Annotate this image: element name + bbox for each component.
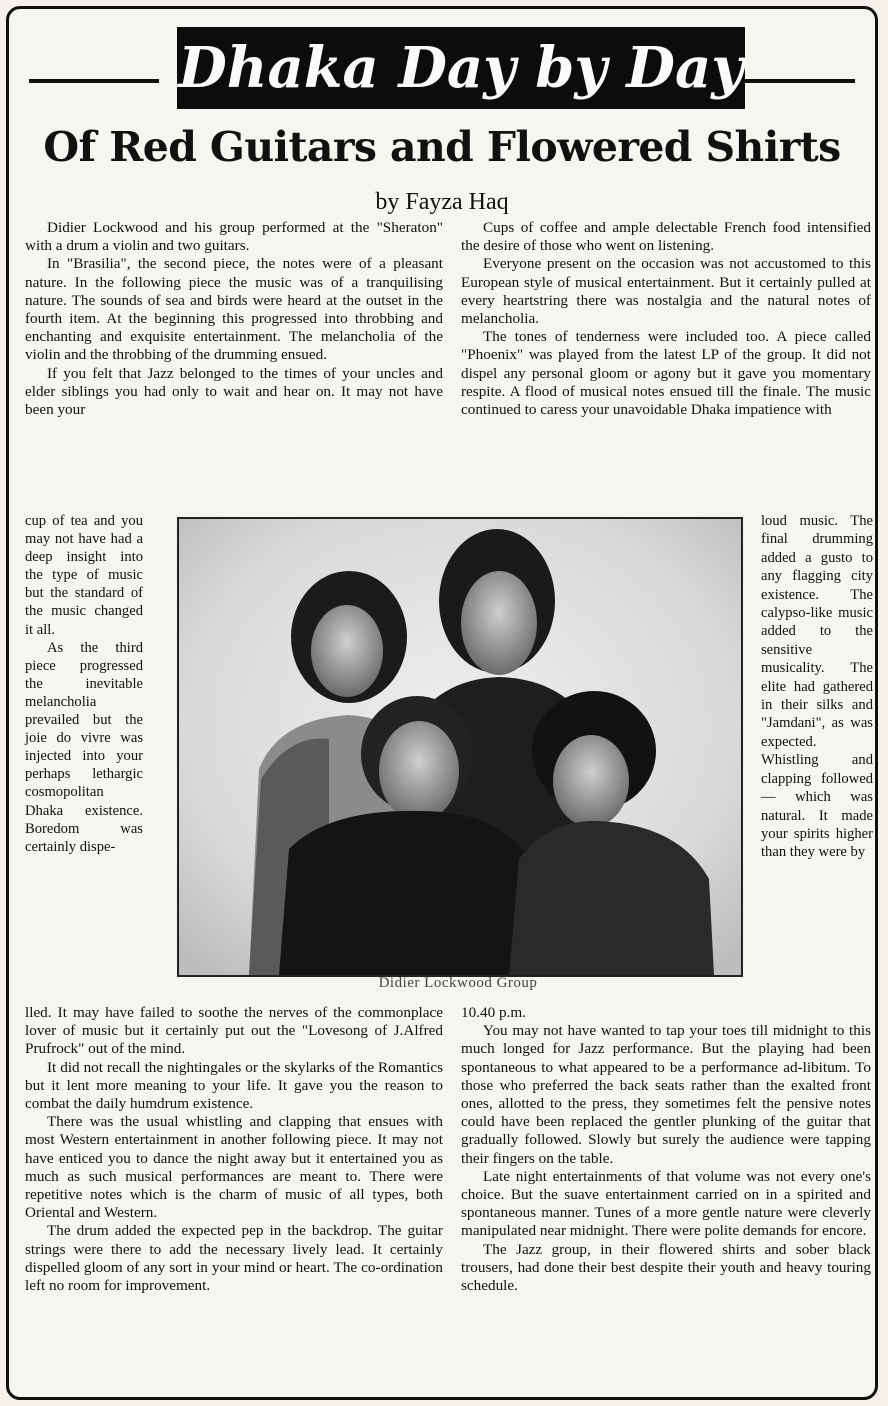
column-left-top (25, 219, 443, 419)
paragraph: As the third piece progressed the inevitable melancholia prevailed but the joie do vivre was injected into your perhaps lethargic cosmopolitan Dhaka existence. Boredom was certainly dispe- (25, 639, 143, 855)
column-left-bottom (25, 1004, 443, 1295)
paragraph: loud music. The final drumming added a gusto to any flagging city existence. The calypso-like music added to the sensitive musicality. The elite had gathered in their silks and "Jamdani", as was expected. Whistling and clapping followed — which was natural. It made your spirits higher than they were by (761, 513, 873, 861)
paragraph: Late night entertainments of that volume was not every one's choice. But the suave entertainment carried on in a spirited and spontaneous manner. Tunes of a more gentle nature were cleverly manipulated near midnight. There were polite demands for encore. (461, 1167, 871, 1240)
column-right-bottom (461, 1004, 871, 1295)
paragraph: The drum added the expected pep in the backdrop. The guitar strings were there to add the necessary lively lead. It certainly dispelled gloom of any sort in your mind or heart. The co-ordination left no room for improvement. (25, 1222, 443, 1295)
paragraph: Didier Lockwood and his group performed at the "Sheraton" with a drum a violin and two guitars. (25, 219, 443, 255)
headline: Of Red Guitars and Flowered Shirts (43, 123, 841, 171)
paragraph: cup of tea and you may not have had a deep insight into the type of music but the standard of the music changed it all. (25, 513, 143, 638)
photo-caption: Didier Lockwood Group (378, 975, 538, 991)
byline: by Fayza Haq (375, 189, 509, 215)
newspaper-clipping (6, 6, 878, 1400)
paragraph: lled. It may have failed to soothe the nerves of the commonplace lover of music but it certainly put out the "Lovesong of J.Alfred Prufrock" out of the mind. (25, 1004, 443, 1058)
section-title: Dhaka Day by Day (178, 35, 744, 101)
left-rule (29, 79, 159, 83)
column-left-narrow (25, 512, 143, 856)
paragraph: 10.40 p.m. (461, 1004, 526, 1021)
paragraph: The tones of tenderness were included too. A piece called "Phoenix" was played from the latest LP of the group. It did not dispel any personal gloom or agony but it gave you momentary respite. A flood of musical notes ensued till the finale. The music continued to caress your unavoidable Dhaka impatience with (461, 328, 871, 419)
paragraph: You may not have wanted to tap your toes till midnight to this much longed for Jazz performance. But the playing had been spontaneous to what appeared to be a performance ad-libitum. To those who preferred the back seats rather than the exalted front ones, allotted to the press, they sometimes felt the pensive notes could have been replaced the gentler plunking of the guitar that gradually followed. Slowly but surely the audience were tapping their fingers on the table. (461, 1022, 871, 1167)
column-right-top (461, 219, 871, 419)
paragraph: If you felt that Jazz belonged to the times of your uncles and elder siblings you had only to wait and hear on. It may not have been your (25, 364, 443, 419)
band-photo (177, 517, 743, 977)
paragraph: In "Brasilia", the second piece, the notes were of a pleasant nature. In the following piece the music was of a tranquilising nature. The sounds of sea and birds were heard at the outset in the fourth item. At the beginning this progressed into throbbing and enchanting and exquisite entertainment. The melancholia of the violin and the throbbing of the drumming ensued. (25, 255, 443, 364)
paragraph: Cups of coffee and ample delectable French food intensified the desire of those who went on listening. (461, 219, 871, 255)
paragraph: The Jazz group, in their flowered shirts and sober black trousers, had done their best despite their youth and heavy touring schedule. (461, 1240, 871, 1295)
paragraph: It did not recall the nightingales or the skylarks of the Romantics but it lent more meaning to your life. It gave you the reason to combat the daily humdrum existence. (25, 1058, 443, 1113)
paragraph: There was the usual whistling and clapping that ensues with most Western entertainment in another following piece. It may not have enticed you to dance the night away but it entertained you as much as such musical performances are meant to. There were repetitive notes which is the charm of music of all types, both Oriental and Western. (25, 1113, 443, 1222)
band-photo-image (179, 519, 741, 975)
section-banner (177, 27, 745, 109)
paragraph: Everyone present on the occasion was not accustomed to this European style of musical entertainment. But it certainly pulled at every heartstring there was nostalgia and the natural notes of melancholia. (461, 255, 871, 328)
column-right-narrow (761, 512, 873, 862)
